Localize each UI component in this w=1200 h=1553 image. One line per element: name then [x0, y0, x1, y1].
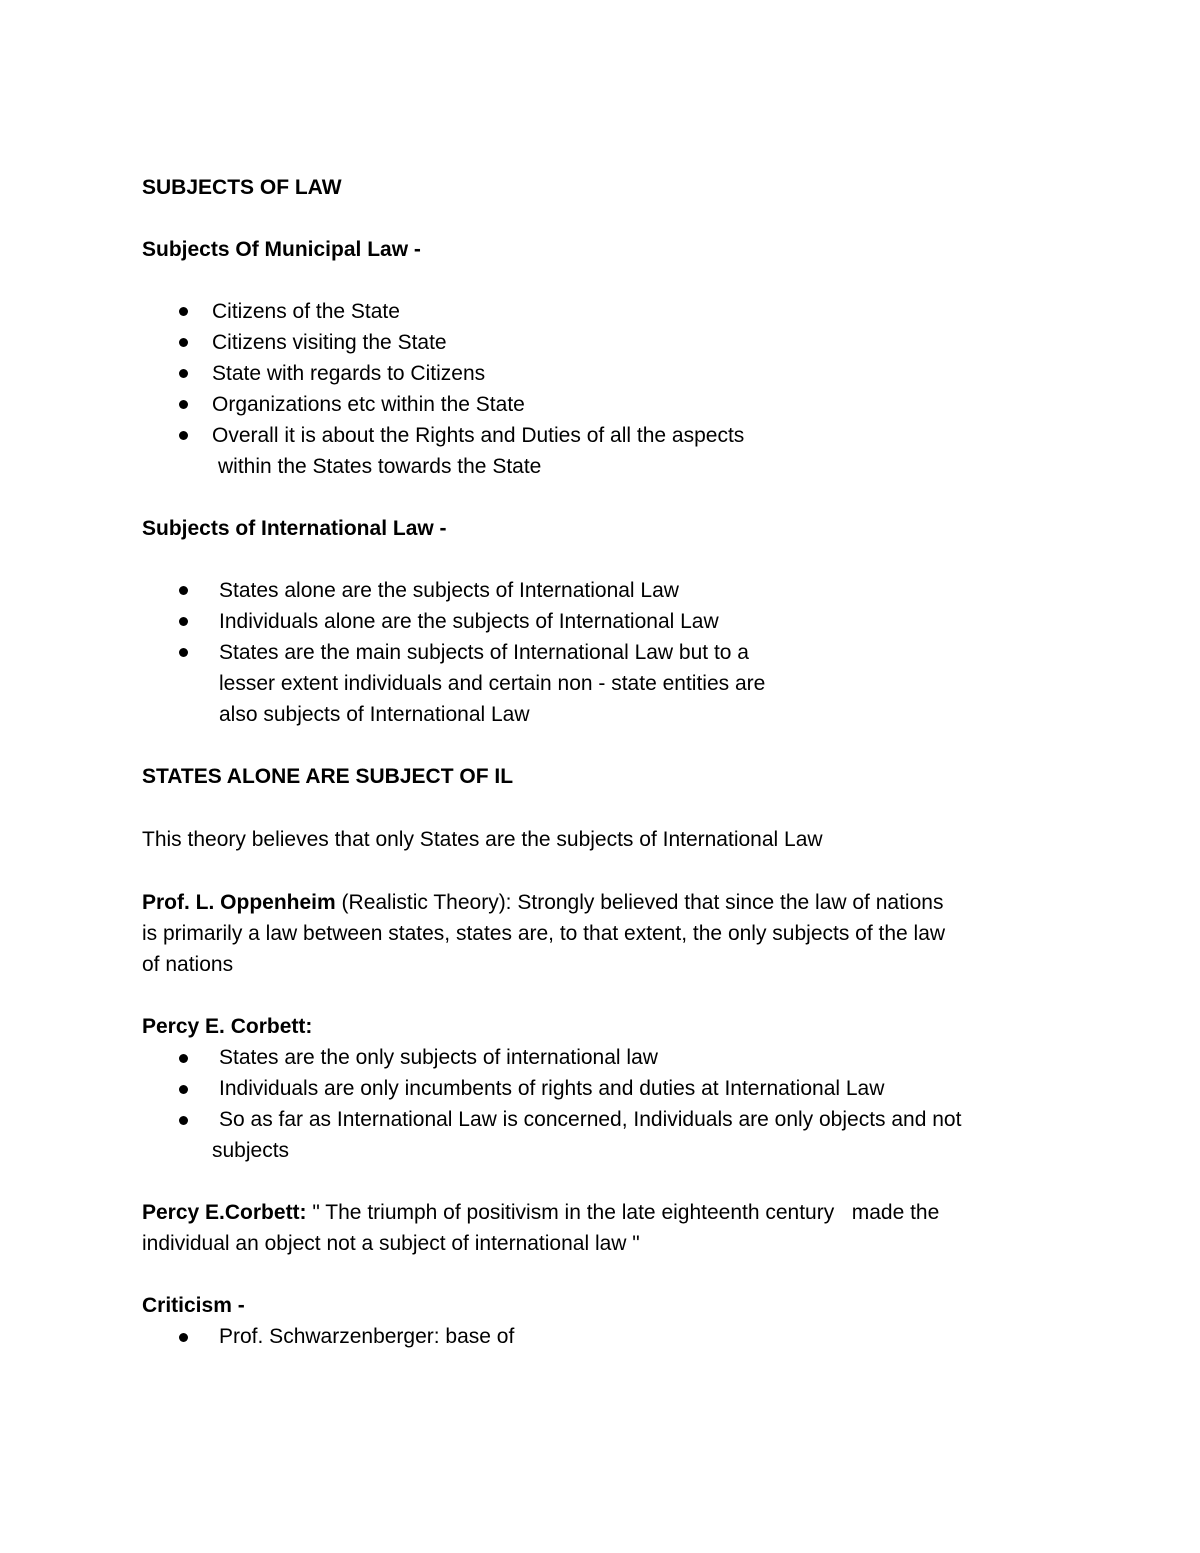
bullet-icon	[179, 338, 188, 347]
corbett-quote-line: individual an object not a subject of international law "	[142, 1232, 640, 1255]
corbett-item: Individuals are only incumbents of rights and duties at International Law	[219, 1077, 885, 1100]
oppenheim-paragraph-line: is primarily a law between states, states are, to that extent, the only subjects of the law	[142, 922, 946, 945]
bullet-icon	[179, 1116, 188, 1125]
corbett-item: States are the only subjects of international law	[219, 1046, 658, 1069]
international-item-continuation: lesser extent individuals and certain non - state entities are	[219, 672, 766, 695]
bullet-icon	[179, 1085, 188, 1094]
states-alone-intro: This theory believes that only States are the subjects of International Law	[142, 828, 823, 851]
municipal-heading: Subjects Of Municipal Law -	[142, 238, 421, 261]
municipal-item: Citizens visiting the State	[212, 331, 447, 354]
international-heading: Subjects of International Law -	[142, 517, 447, 540]
corbett-item: So as far as International Law is concerned, Individuals are only objects and not	[219, 1108, 962, 1131]
municipal-item: Overall it is about the Rights and Duties of all the aspects	[212, 424, 745, 447]
oppenheim-text: (Realistic Theory): Strongly believed that since the law of nations	[341, 891, 944, 914]
municipal-item: State with regards to Citizens	[212, 362, 486, 385]
states-alone-heading: STATES ALONE ARE SUBJECT OF IL	[142, 765, 514, 788]
corbett-quote-text: " The triumph of positivism in the late eighteenth century made the	[312, 1201, 940, 1224]
corbett-heading: Percy E. Corbett:	[142, 1015, 313, 1038]
bullet-icon	[179, 307, 188, 316]
international-item: Individuals alone are the subjects of International Law	[219, 610, 719, 633]
bullet-icon	[179, 369, 188, 378]
bullet-icon	[179, 400, 188, 409]
municipal-item: Organizations etc within the State	[212, 393, 525, 416]
oppenheim-name: Prof. L. Oppenheim	[142, 891, 336, 914]
document-title: SUBJECTS OF LAW	[142, 176, 342, 199]
bullet-icon	[179, 617, 188, 626]
international-item: States are the main subjects of International Law but to a	[219, 641, 749, 664]
bullet-icon	[179, 648, 188, 657]
municipal-item: Citizens of the State	[212, 300, 400, 323]
oppenheim-paragraph-line: of nations	[142, 953, 234, 976]
corbett-quote-line	[142, 1200, 939, 1226]
criticism-heading: Criticism -	[142, 1294, 245, 1317]
bullet-icon	[179, 1333, 188, 1342]
criticism-item: Prof. Schwarzenberger: base of	[219, 1325, 515, 1348]
corbett-item-continuation: subjects	[212, 1139, 290, 1162]
international-item: States alone are the subjects of International Law	[219, 579, 679, 602]
international-item-continuation: also subjects of International Law	[219, 703, 530, 726]
bullet-icon	[179, 586, 188, 595]
oppenheim-paragraph-line	[142, 890, 943, 916]
corbett-quote-name: Percy E.Corbett:	[142, 1201, 307, 1224]
bullet-icon	[179, 1054, 188, 1063]
municipal-item-continuation: within the States towards the State	[218, 455, 542, 478]
bullet-icon	[179, 431, 188, 440]
